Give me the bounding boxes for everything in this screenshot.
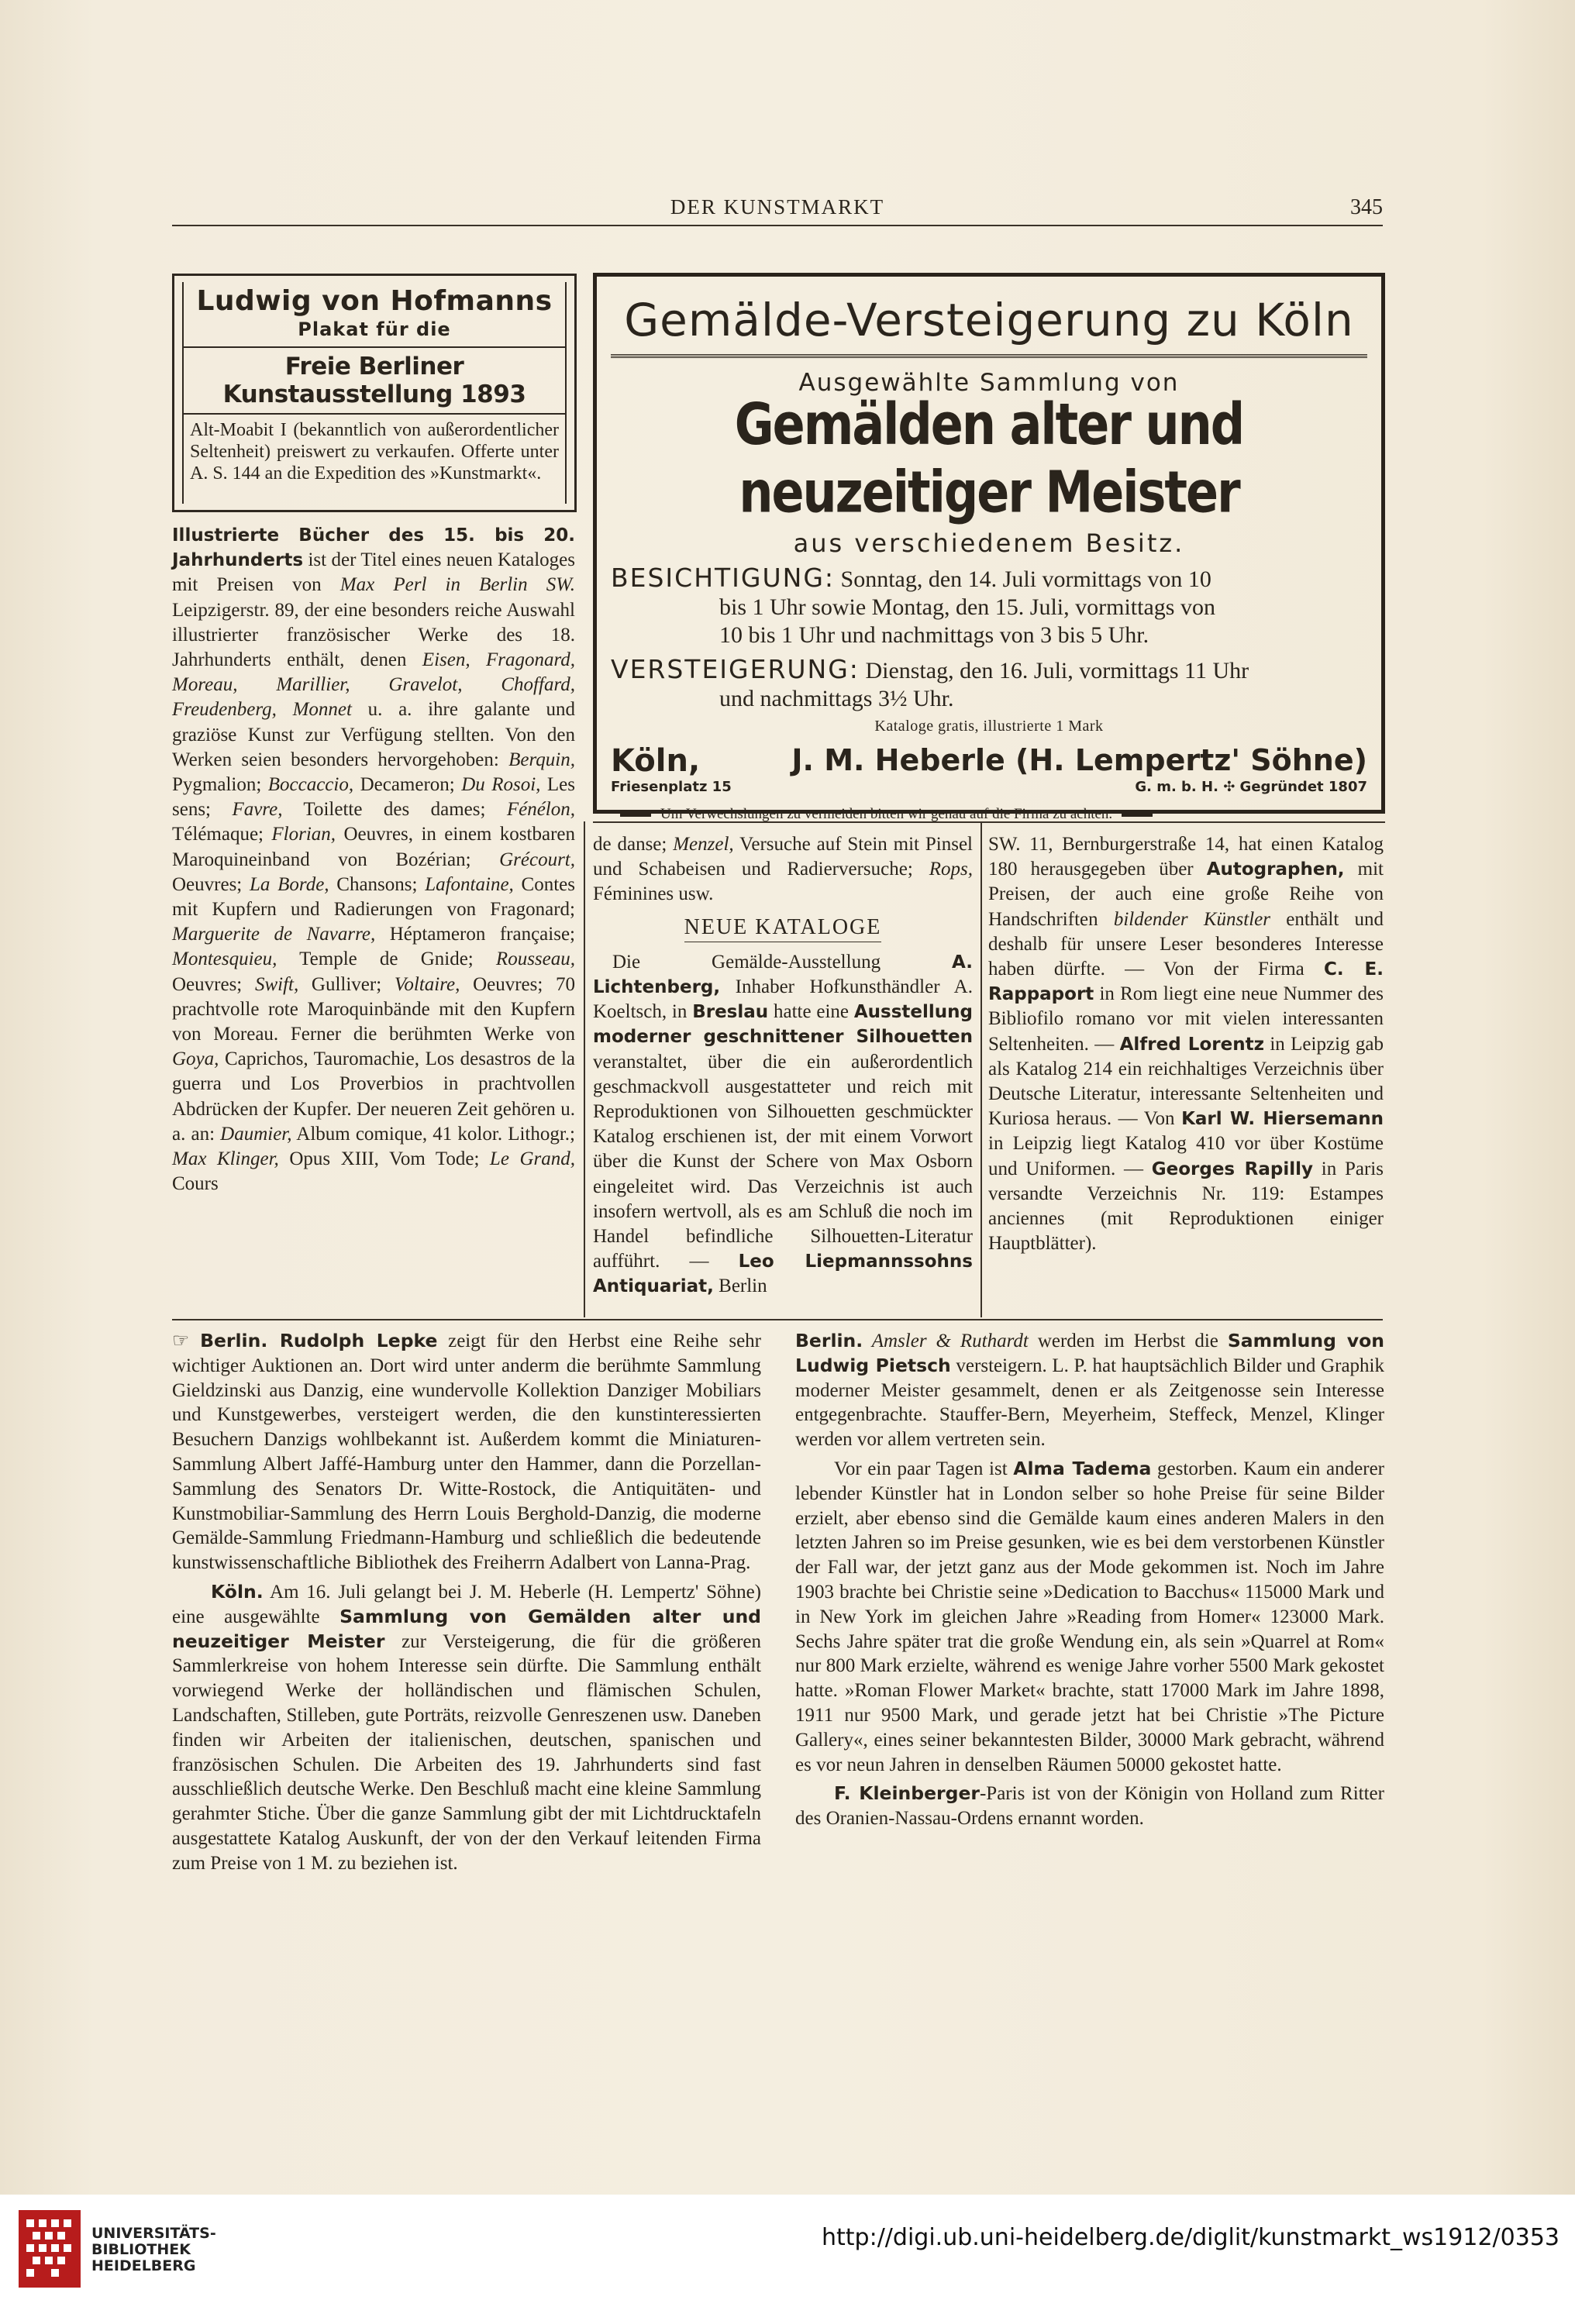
viewing-label: BESICHTIGUNG: — [611, 563, 836, 593]
article-berlin-pietsch — [795, 1329, 1384, 1836]
auction-text-2: und nachmittags 3½ Uhr. — [719, 686, 954, 711]
text-run: Télémaque; — [172, 824, 272, 845]
warning-note — [611, 806, 1367, 823]
uni-name-line: UNIVERSITÄTS- — [91, 2225, 216, 2242]
text-run: Decameron; — [353, 774, 462, 796]
italic-text: Marguerite de Navarre, — [172, 924, 376, 945]
italic-text: Florian, — [271, 824, 336, 845]
text-run: Caprichos, Tauromachie, Los desastros de la guerra und Los Proverbios in prachtvollen Abdrücken der Kupfer. Der neueren Zeit gehören u. a. an: — [172, 1048, 575, 1145]
viewing-text-2: bis 1 Uhr sowie Montag, den 15. Juli, vormittags von — [719, 594, 1215, 620]
bold-text: Berlin. — [795, 1330, 863, 1351]
column-divider — [980, 821, 982, 1317]
italic-text: Amsler & Ruthardt — [863, 1331, 1029, 1351]
firm-founded: G. m. b. H. ✣ Gegründet 1807 — [1135, 779, 1367, 795]
ad-right-viewing — [611, 564, 1367, 649]
paragraph — [795, 1782, 1384, 1831]
bold-text: Ausstellung moderner geschnittener Silhouetten — [593, 1002, 973, 1048]
text-run: enthält und deshalb für unsere Leser besonderes Interesse haben dürfte. — Von der Firma — [988, 908, 1384, 980]
text-run: Les sens; — [172, 774, 575, 821]
text-run: Féminines usw. — [593, 883, 714, 905]
firm-name: J. M. Heberle (H. Lempertz' Söhne) — [791, 743, 1367, 777]
note-bar-right — [1122, 812, 1153, 817]
italic-text: Rops, — [929, 859, 973, 880]
italic-text: Rousseau, — [495, 949, 575, 970]
bold-text: A. Lichtenberg, — [593, 952, 973, 998]
firm-address-line — [611, 779, 1367, 795]
ad-left-name: Ludwig von Hofmanns — [196, 285, 553, 317]
italic-text: Max Klinger, — [172, 1148, 279, 1170]
section-heading-wrap — [593, 907, 973, 950]
paragraph — [172, 1580, 761, 1876]
bold-text: Breslau — [692, 1002, 769, 1023]
ad-bottom-rule — [593, 821, 1385, 823]
paragraph — [593, 950, 973, 1300]
ad-auction-cologne — [593, 273, 1385, 822]
ad-right-divider — [611, 354, 1367, 358]
page-number: 345 — [1350, 195, 1383, 219]
text-run: in Rom liegt eine neue Nummer des Bibliofilo romano vor mit vielen interessanten Seltenheiten. — — [988, 983, 1384, 1055]
bold-text: Alma Tadema — [1013, 1457, 1152, 1479]
text-run: Vor ein paar Tagen ist — [834, 1458, 1014, 1479]
text-run: de danse; — [593, 834, 674, 855]
university-library-logo-icon — [16, 2202, 84, 2295]
italic-text: Lafontaine, — [425, 873, 514, 895]
ad-right-auction-date — [611, 656, 1367, 713]
ad-left-headline: Freie Berliner Kunstausstellung 1893 — [184, 353, 565, 415]
ad-right-intro: Ausgewählte Sammlung von — [798, 369, 1180, 397]
text-run: zur Versteigerung, die für die größeren Sammlerkreise von hohem Interesse sein dürfte. Die Sammlung enthält vorwiegend Werke der holländischen und flämischen Schulen, Landschaften, Stilleben, gute Porträts, reizvolle Genreszenen usw. Daneben finden wir Arbeiten der italienischen, deutschen, spanischen und französischen Schulen. Die Arbeiten des 19. Jahrhunderts sind fast ausschließlich deutsche Werke. Den Beschluß macht eine kleine Sammlung gerahmter Stiche. Über die ganze Sammlung gibt der mit Lichtdrucktafeln ausgestattete Katalog Auskunft, der von der den Verkauf leitenden Firma zum Preise von 1 M. zu beziehen ist. — [172, 1630, 761, 1874]
text-run: veranstaltet, über die ein außerordentlich geschmackvoll ausgestatteter und reich mit Reproduktionen von Silhouetten geschmückter Katalog erschienen ist, der mit einem Vorwort über die Kunst der Schere von Max Osborn eingeleitet wird. Das Verzeichnis ist auch insofern wertvoll, als es am Schluß die noch im Handel befindliche Silhouetten-Literatur aufführt. — — [593, 1051, 973, 1272]
italic-text: Le Grand, — [489, 1148, 575, 1170]
university-library-name — [91, 2226, 216, 2274]
ad-left-body: Alt-Moabit I (bekanntlich von außerordentlicher Seltenheit) preiswert zu verkaufen. Offerte unter A. S. 144 an die Expedition des »Kunstmarkt«. — [190, 420, 559, 484]
italic-text: La Borde, — [249, 873, 329, 895]
ad-left-subtitle: Plakat für die — [298, 318, 451, 340]
text-run: Oeuvres; — [172, 973, 255, 995]
text-run: Gulliver; — [298, 973, 395, 995]
article-catalogs-continued — [988, 832, 1384, 1256]
text-run: in Leipzig gab als Katalog 214 ein reichhaltiges Verzeichnis über Deutsche Literatur, interessante Seltenheiten und Kuriosa heraus. — Von — [988, 1033, 1384, 1130]
warning-text: Um Verwechslungen zu vermeiden bitten wir genau auf die Firma zu achten. — [660, 806, 1113, 822]
bold-text: Karl W. Hiersemann — [1181, 1109, 1384, 1130]
ad-right-title: Gemälde-Versteigerung zu Köln — [624, 294, 1354, 346]
text-run: ist der Titel eines neuen Kataloges mit Preisen von — [172, 549, 575, 596]
text-run: u. a. ihre galante und graziöse Kunst zur Verfügung stellten. Von den Werken seien besonders hervorgehoben: — [172, 699, 575, 770]
text-run: Contes mit Kupfern und Radierungen von Fragonard; — [172, 873, 575, 921]
text-run: Versuche auf Stein mit Pinsel und Schabeisen und Radierversuche; — [593, 834, 973, 880]
italic-text: Grécourt, — [499, 849, 575, 870]
italic-text: Favre, — [232, 799, 283, 821]
article-illustrated-books — [172, 523, 575, 1196]
firm-line — [611, 743, 1367, 779]
firm-address: Friesenplatz 15 — [611, 779, 732, 795]
text-run: Oeuvres; — [172, 873, 250, 895]
text-run: SW. 11, Bernburgerstraße 14, hat einen Katalog 180 herausgegeben über — [988, 834, 1384, 880]
text-run: werden im Herbst die — [1028, 1331, 1228, 1351]
italic-text: Du Rosoi, — [461, 774, 541, 796]
text-run: Temple de Gnide; — [277, 949, 496, 970]
text-run: Berlin — [713, 1276, 767, 1297]
journal-title: DER KUNSTMARKT — [670, 195, 885, 219]
italic-text: Boccaccio, — [267, 774, 354, 796]
permalink-url[interactable]: http://digi.ub.uni-heidelberg.de/diglit/kunstmarkt_ws1912/0353 — [822, 2224, 1559, 2251]
italic-text: bildender Künstler — [1113, 908, 1271, 930]
bold-text: C. E. Rappaport — [988, 959, 1384, 1005]
viewing-text-1: Sonntag, den 14. Juli vormittags von 10 — [840, 566, 1211, 592]
bold-text: Leo Liepmannssohns Antiquariat, — [593, 1252, 973, 1297]
text-run: Oeuvres, in einem kostbaren Maroquineinband von Bozérian; — [172, 824, 575, 870]
bold-text: Köln. — [211, 1580, 264, 1603]
text-run: in Leipzig liegt Katalog 410 vor über Kostüme und Uniformen. — — [988, 1133, 1384, 1179]
ad-right-headline: Gemälden alter und neuzeitiger Meister — [734, 390, 1244, 526]
italic-text: Swift, — [254, 973, 299, 995]
catalog-note: Kataloge gratis, illustrierte 1 Mark — [874, 718, 1104, 735]
italic-text: Daumier, — [220, 1123, 292, 1145]
text-run: Oeuvres; 70 prachtvolle rote Maroquinbände mit den Kupfern von Moreau. Ferner die berühmten Werke von — [172, 973, 576, 1045]
text-run: versteigern. L. P. hat hauptsächlich Bilder und Graphik moderner Meister gesammelt, denen er als Zeitgenosse sein Interesse entgegenbrachte. Stauffer-Bern, Meyerheim, Steffeck, Menzel, Klinger werden vor allem vertreten sein. — [795, 1355, 1384, 1451]
auction-label: VERSTEIGERUNG: — [611, 654, 860, 684]
text-run: Album comique, 41 kolor. Lithogr.; — [291, 1123, 575, 1145]
bold-text: Berlin. Rudolph Lepke — [200, 1330, 438, 1351]
italic-text: Eisen, Fragonard, Moreau, Marillier, Gravelot, Choffard, Freudenberg, Monnet — [172, 649, 575, 721]
ad-left-divider — [184, 346, 565, 348]
text-run: Cours — [172, 1173, 219, 1195]
bold-text: Georges Rapilly — [1151, 1159, 1313, 1179]
lead-bold: Illustrierte Bücher des 15. bis 20. Jahrhunderts — [172, 525, 575, 571]
running-head — [172, 195, 1383, 226]
article-new-catalogs — [593, 832, 973, 1300]
digitization-footer — [0, 2195, 1575, 2324]
bold-text: Sammlung von Ludwig Pietsch — [795, 1330, 1385, 1376]
ad-right-provenance: aus verschiedenem Besitz. — [793, 528, 1185, 558]
text-run: Am 16. Juli gelangt bei J. M. Heberle (H. Lempertz' Söhne) eine ausgewählte — [172, 1581, 761, 1627]
paragraph — [172, 523, 575, 1196]
ad-hofmann-poster — [172, 274, 577, 512]
paragraph — [593, 832, 973, 907]
text-run: Opus XIII, Vom Tode; — [278, 1148, 490, 1170]
text-run: gestorben. Kaum ein anderer lebender Künstler hat in London selber so hohe Preise für seine Bilder erzielt, aber ebenso sind die Gemälde kaum eines anderen Malers in den letzten Jahren so im Preise gesunken, wie es bei dem verstorbenen Künstler der Fall war, der jetzt ganz aus der Mode gekommen ist. Noch im Jahre 1903 brachte bei Christie seine »Dedication to Bacchus« 115000 Mark und in New York im gleichen Jahre »Reading from Homer« 123000 Mark. Sechs Jahre später trat die große Wendung ein, als sein »Quarrel at Rom« nur 800 Mark erzielte, während es wenige Jahre vorher 5500 Mark gekostet hatte. »Roman Flower Market« brachte, statt 17000 Mark im Jahre 1898, 1911 nur 9500 Mark, und gerade jetzt hat bei Christie »The Picture Gallery«, eines seiner bekanntesten Bilder, 30000 Mark gebracht, während es vor neun Jahren in denselben Räumen 50000 gekostet hatte. — [795, 1458, 1384, 1775]
paragraph — [988, 832, 1384, 1256]
text-run: Die Gemälde-Ausstellung — [612, 951, 953, 973]
text-run: in Paris versandte Verzeichnis Nr. 119: Estampes anciennes (mit Reproduktionen einiger Hauptblätter). — [988, 1158, 1384, 1255]
uni-name-line: HEIDELBERG — [91, 2257, 196, 2274]
italic-text: Montesquieu, — [172, 949, 277, 970]
text-run: Leipzigerstr. 89, der eine besonders reiche Auswahl illustrierter französischer Werke des 18. Jahrhunderts enthält, denen — [172, 599, 575, 671]
italic-text: Voltaire, — [394, 973, 460, 995]
text-run: Toilette des dames; — [282, 799, 507, 821]
pointing-hand-icon: ☞ — [172, 1331, 190, 1351]
note-bar-left — [620, 812, 651, 817]
paragraph — [795, 1457, 1384, 1777]
text-run: Chansons; — [329, 873, 426, 895]
paragraph — [795, 1329, 1384, 1452]
italic-text: Max Perl in Berlin SW. — [339, 574, 575, 596]
auction-text-1: Dienstag, den 16. Juli, vormittags 11 Uhr — [865, 658, 1249, 683]
bold-text: Sammlung von Gemälden alter und neuzeitiger Meister — [172, 1605, 761, 1652]
text-run: Héptameron française; — [375, 924, 575, 945]
text-run: mit Preisen, der auch eine große Reihe von Handschriften — [988, 859, 1384, 930]
text-run: -Paris ist von der Königin von Holland zum Ritter des Oranien-Nassau-Ordens ernannt worden. — [795, 1783, 1384, 1830]
italic-text: Goya, — [172, 1048, 219, 1070]
bold-text: Autographen, — [1206, 859, 1345, 880]
section-divider — [172, 1319, 1383, 1320]
article-berlin-lepke — [172, 1329, 761, 1881]
text-run: Inhaber Hofkunsthändler A. Koeltsch, in — [593, 976, 973, 1023]
text-run: hatte eine — [768, 1001, 854, 1023]
text-run: zeigt für den Herbst eine Reihe sehr wichtiger Auktionen an. Dort wird unter anderm die berühmte Sammlung Gieldzinski aus Danzig, eine wundervolle Kollektion Danziger Mobiliars und Kunstgewerbes, versteigert werden, die den kunstinteressierten Besuchern Danzigs wohlbekannt ist. Außerdem kommt die Miniaturen-Sammlung Albert Jaffé-Hamburg unter den Hammer, dann die Porzellan-Sammlung des Senators Dr. Witte-Rostock, die Antiquitäten- und Kunstmobiliar-Sammlung des Herrn Louis Berghold-Danzig, die moderne Gemälde-Sammlung Friedmann-Hamburg und schließlich die bedeutende kunstwissenschaftliche Bibliothek des Freiherrn Adalbert von Lanna-Prag. — [172, 1331, 762, 1574]
firm-city: Köln, — [611, 743, 701, 779]
uni-name-line: BIBLIOTHEK — [91, 2241, 191, 2258]
italic-text: Fénélon, — [506, 799, 576, 821]
bold-text: F. Kleinberger — [834, 1782, 980, 1805]
paragraph — [172, 1329, 761, 1575]
text-run: Pygmalion; — [172, 774, 268, 796]
column-divider — [584, 821, 585, 1317]
italic-text: Menzel, — [673, 834, 734, 855]
section-heading: NEUE KATALOGE — [684, 915, 882, 942]
bold-text: Alfred Lorentz — [1119, 1034, 1264, 1055]
italic-text: Berquin, — [508, 749, 575, 770]
viewing-text-3: 10 bis 1 Uhr und nachmittags von 3 bis 5 Uhr. — [719, 622, 1149, 648]
